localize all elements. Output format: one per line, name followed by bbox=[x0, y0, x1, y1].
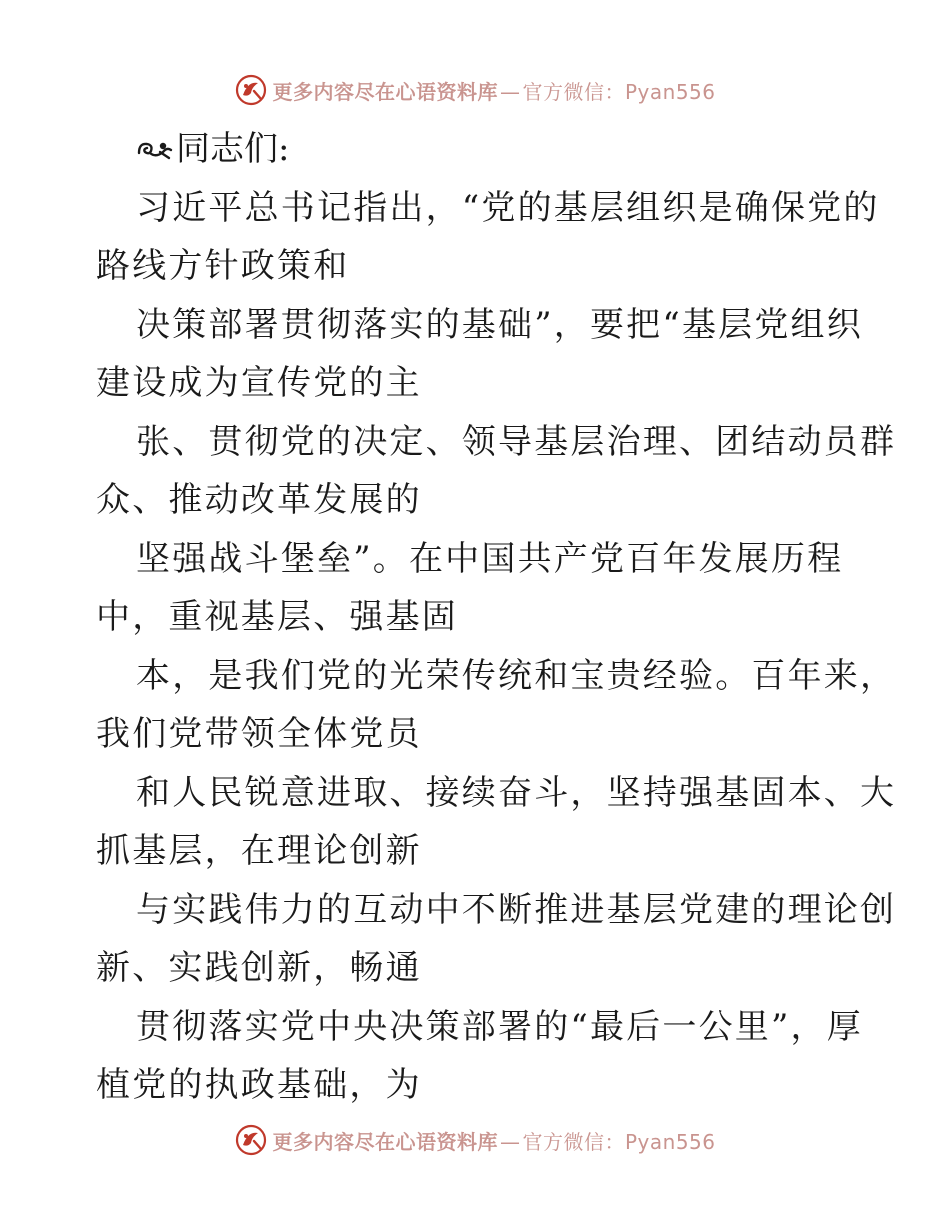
text-line: 建设成为宣传党的主 bbox=[96, 363, 422, 403]
text-line: 植党的执政基础，为 bbox=[96, 1065, 422, 1105]
text-line: 中，重视基层、强基固 bbox=[96, 597, 458, 637]
flourish-icon bbox=[136, 138, 174, 160]
document-body bbox=[96, 120, 897, 1115]
text-line: 抓基层，在理论创新 bbox=[96, 831, 422, 871]
footer-secondary-text: 官方微信： bbox=[522, 1129, 625, 1154]
footer-banner-content bbox=[234, 1123, 715, 1157]
text-line: 本，是我们党的光荣传统和宝贵经验。百年来， bbox=[136, 655, 897, 696]
text-line: 路线方针政策和 bbox=[96, 246, 350, 286]
text-line: 我们党带领全体党员 bbox=[96, 714, 422, 754]
greeting-line bbox=[96, 120, 856, 179]
footer-dash: — bbox=[499, 1129, 521, 1154]
banner-secondary-text: 官方微信： bbox=[522, 79, 625, 104]
banner-wechat-id: Pyan556 bbox=[624, 79, 716, 104]
brand-logo-icon bbox=[234, 73, 268, 107]
footer-main-text: 更多内容尽在心语资料库 bbox=[272, 1129, 498, 1154]
banner-dash: — bbox=[499, 79, 521, 104]
footer-banner bbox=[0, 1120, 950, 1160]
greeting-text: 同志们: bbox=[176, 129, 290, 169]
text-line: 新、实践创新，畅通 bbox=[96, 948, 422, 988]
text-line: 决策部署贯彻落实的基础”，要把“基层党组织 bbox=[136, 304, 863, 345]
text-line: 众、推动改革发展的 bbox=[96, 480, 422, 520]
footer-brand-logo-icon bbox=[234, 1123, 268, 1157]
text-line: 习近平总书记指出，“党的基层组织是确保党的 bbox=[136, 187, 880, 228]
banner-content bbox=[234, 73, 715, 107]
text-line: 张、贯彻党的决定、领导基层治理、团结动员群 bbox=[136, 421, 897, 462]
text-line: 和人民锐意进取、接续奋斗，坚持强基固本、大 bbox=[136, 772, 897, 813]
text-line: 贯彻落实党中央决策部署的“最后一公里”，厚 bbox=[136, 1006, 863, 1047]
footer-wechat-id: Pyan556 bbox=[624, 1129, 716, 1154]
header-banner bbox=[0, 70, 950, 110]
text-line: 与实践伟力的互动中不断推进基层党建的理论创 bbox=[136, 889, 897, 930]
banner-main-text: 更多内容尽在心语资料库 bbox=[272, 79, 498, 104]
paragraph-lines bbox=[96, 179, 897, 1115]
text-line: 坚强战斗堡垒”。在中国共产党百年发展历程 bbox=[136, 538, 844, 579]
